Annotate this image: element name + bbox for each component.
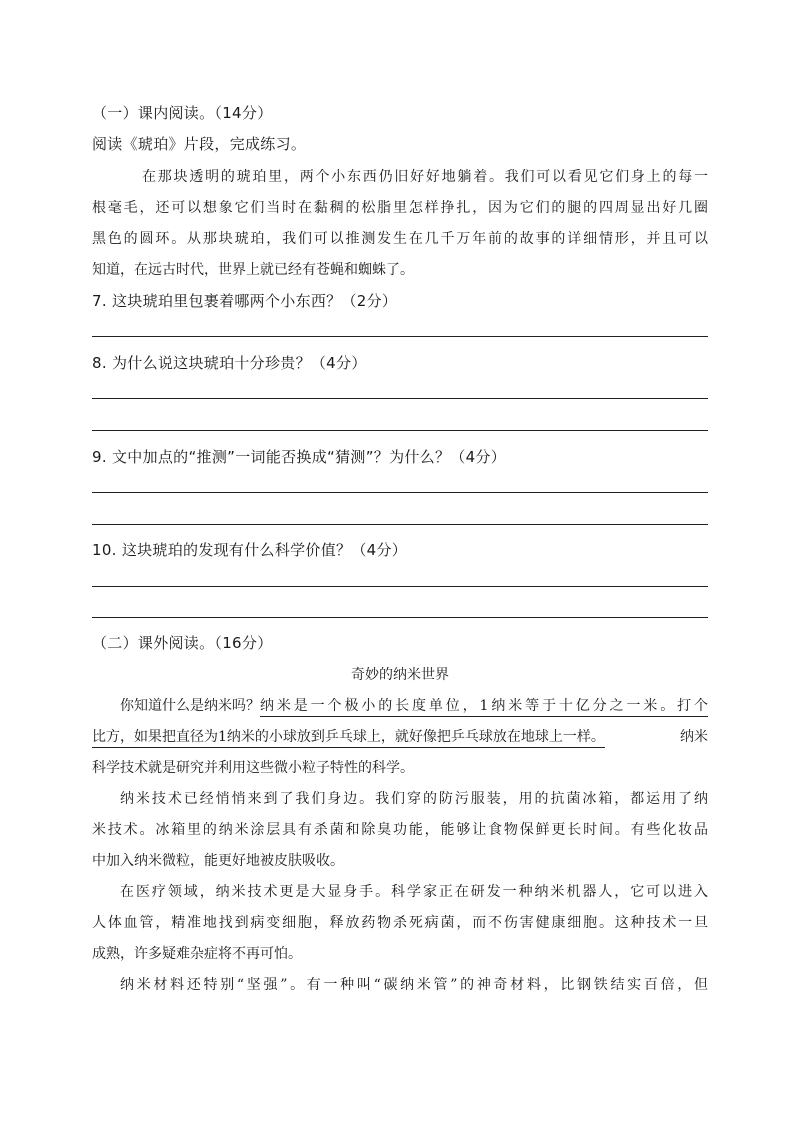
article-line: 纳米材料还特别“坚强”。有一种叫“碳纳米管”的神奇材料，比钢铁结实百倍，但 xyxy=(120,977,708,993)
passage-line: 知道，在远古时代，世界上就已经有苍蝇和蜘蛛了。 xyxy=(92,262,414,278)
article-title: 奇妙的纳米世界 xyxy=(351,667,449,683)
section1-heading: （一）课内阅读。（14分） xyxy=(92,104,273,122)
answer-line[interactable] xyxy=(92,586,708,587)
article-line xyxy=(92,726,708,748)
underlined-sentence: 纳米是一个极小的长度单位，1纳米等于十亿分之一米。打个 xyxy=(260,695,708,717)
article-text: 纳米 xyxy=(680,729,708,745)
answer-line[interactable] xyxy=(92,336,708,337)
question-7: 7. 这块琥珀里包裹着哪两个小东西？（2分） xyxy=(92,292,398,310)
section1-instruction: 阅读《琥珀》片段，完成练习。 xyxy=(92,135,307,153)
article-line: 在医疗领域，纳米技术更是大显身手。科学家正在研发一种纳米机器人，它可以进入 xyxy=(120,884,708,900)
article-line: 科学技术就是研究并利用这些微小粒子特性的科学。 xyxy=(92,760,414,776)
article-line xyxy=(120,695,708,717)
article-line: 中加入纳米微粒，能更好地被皮肤吸收。 xyxy=(92,853,344,869)
article-text: 你知道什么是纳米吗？ xyxy=(120,698,260,714)
article-line: 人体血管，精准地找到病变细胞，释放药物杀死病菌，而不伤害健康细胞。这种技术一旦 xyxy=(92,915,708,931)
passage-line: 在那块透明的琥珀里，两个小东西仍旧好好地躺着。我们可以看见它们身上的每一 xyxy=(142,169,708,185)
section2-heading: （二）课外阅读。（16分） xyxy=(92,634,273,652)
underlined-sentence: 比方，如果把直径为1纳米的小球放到乒乓球上，就好像把乒乓球放在地球上一样。 xyxy=(92,726,605,748)
question-8: 8. 为什么说这块琥珀十分珍贵？（4分） xyxy=(92,354,367,372)
passage-line: 黑色的圆环。从那块琥珀，我们可以推测发生在几千万年前的故事的详细情形，并且可以 xyxy=(92,231,708,247)
answer-line[interactable] xyxy=(92,492,708,493)
question-9: 9. 文中加点的“推测”一词能否换成“猜测”？为什么？（4分） xyxy=(92,448,507,466)
answer-line[interactable] xyxy=(92,430,708,431)
article-line: 纳米技术已经悄悄来到了我们身边。我们穿的防污服装，用的抗菌冰箱，都运用了纳 xyxy=(120,791,708,807)
article-line: 米技术。冰箱里的纳米涂层具有杀菌和除臭功能，能够让食物保鲜更长时间。有些化妆品 xyxy=(92,822,708,838)
passage-line: 根毫毛，还可以想象它们当时在黏稠的松脂里怎样挣扎，因为它们的腿的四周显出好几圈 xyxy=(92,200,708,216)
answer-line[interactable] xyxy=(92,617,708,618)
answer-line[interactable] xyxy=(92,398,708,399)
article-line: 成熟，许多疑难杂症将不再可怕。 xyxy=(92,946,302,962)
question-10: 10. 这块琥珀的发现有什么科学价值？（4分） xyxy=(92,541,408,559)
answer-line[interactable] xyxy=(92,524,708,525)
